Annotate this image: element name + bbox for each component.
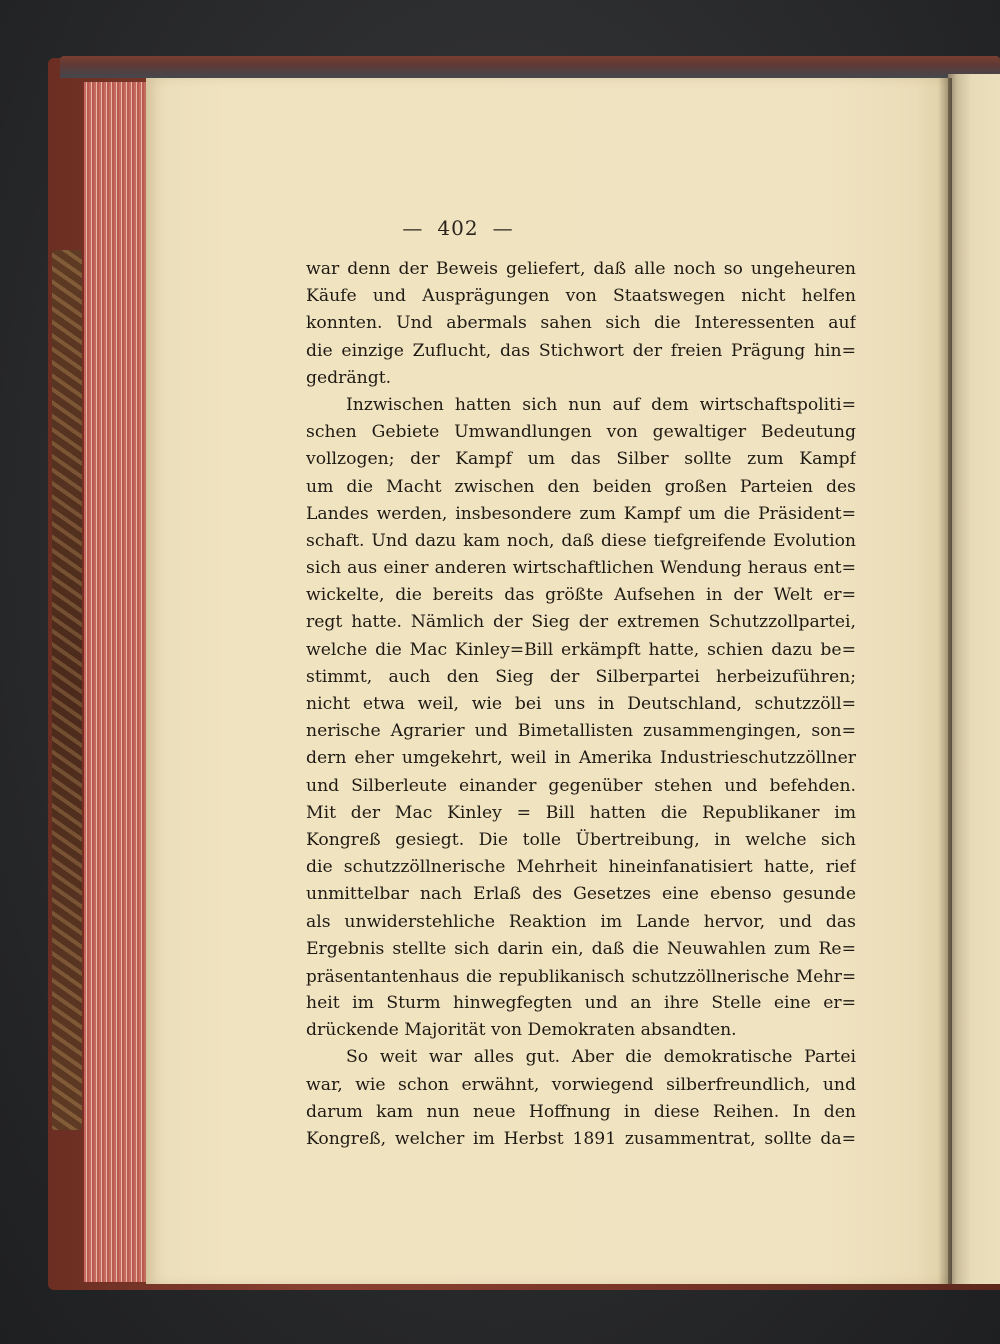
text-line: Inzwischen hatten sich nun auf dem wirtschaftspoliti= xyxy=(346,394,856,415)
text-line: So weit war alles gut. Aber die demokratische Partei xyxy=(346,1047,856,1068)
text-line: schen Gebiete Umwandlungen von gewaltiger Bedeutung xyxy=(306,422,856,443)
text-line: und Silberleute einander gegenüber stehen und befehden. xyxy=(306,775,856,796)
text-line: präsentantenhaus die republikanisch schutzzöllnerische Mehr= xyxy=(306,965,856,986)
text-line: konnten. Und abermals sahen sich die Interessenten auf xyxy=(306,313,856,334)
page-number xyxy=(128,216,788,240)
text-line: Käufe und Ausprägungen von Staatswegen nicht helfen xyxy=(306,286,856,307)
book-top-edge xyxy=(60,56,1000,78)
text-line: als unwiderstehliche Reaktion im Lande hervor, und das xyxy=(306,911,856,932)
text-line: regt hatte. Nämlich der Sieg der extremen Schutzzollpartei, xyxy=(306,612,856,633)
text-line: schaft. Und dazu kam noch, daß diese tiefgreifende Evolution xyxy=(306,530,856,551)
text-line: stimmt, auch den Sieg der Silberpartei herbeizuführen; xyxy=(306,666,856,687)
page-edges xyxy=(82,82,150,1282)
text-line: sich aus einer anderen wirtschaftlichen Wendung heraus ent= xyxy=(306,558,856,579)
text-line: Kongreß gesiegt. Die tolle Übertreibung, in welche sich xyxy=(306,829,856,850)
text-line: welche die Mac Kinley=Bill erkämpft hatte, schien dazu be= xyxy=(306,639,856,660)
text-line: die schutzzöllnerische Mehrheit hineinfanatisiert hatte, rief xyxy=(306,857,856,878)
text-line: Mit der Mac Kinley = Bill hatten die Republikaner im xyxy=(306,802,856,823)
page-number-value: 402 xyxy=(437,216,479,240)
text-line: unmittelbar nach Erlaß des Gesetzes eine ebenso gesunde xyxy=(306,884,856,905)
text-line: Landes werden, insbesondere zum Kampf um die Präsident= xyxy=(306,503,856,524)
text-line: nerische Agrarier und Bimetallisten zusammengingen, son= xyxy=(306,721,856,742)
text-line: nicht etwa weil, wie bei uns in Deutschland, schutzzöll= xyxy=(306,694,856,714)
marbled-endpaper xyxy=(52,250,82,1130)
facing-page xyxy=(948,74,1000,1284)
text-line: darum kam nun neue Hoffnung in diese Reihen. In den xyxy=(306,1101,856,1122)
text-line: dern eher umgekehrt, weil in Amerika Industrieschutzzöllner xyxy=(306,748,856,769)
text-line: Ergebnis stellte sich darin ein, daß die Neuwahlen zum Re= xyxy=(306,938,856,959)
text-line: die einzige Zuflucht, das Stichwort der freien Prägung hin= xyxy=(306,340,856,361)
page-number-dash-left: — xyxy=(402,216,424,240)
text-line: war denn der Beweis geliefert, daß alle noch so ungeheuren xyxy=(306,259,856,279)
text-line: drückende Majorität von Demokraten absandten. xyxy=(306,1020,737,1041)
text-line: vollzogen; der Kampf um das Silber sollte zum Kampf xyxy=(306,449,856,470)
text-line: war, wie schon erwähnt, vorwiegend silberfreundlich, und xyxy=(306,1074,856,1095)
text-line: gedrängt. xyxy=(306,367,392,388)
text-line: um die Macht zwischen den beiden großen Parteien des xyxy=(306,476,856,497)
text-line: heit im Sturm hinwegfegten und an ihre Stelle eine er= xyxy=(306,993,856,1014)
gutter-shadow xyxy=(938,78,952,1284)
page-number-dash-right: — xyxy=(492,216,514,240)
text-line: Kongreß, welcher im Herbst 1891 zusammentrat, sollte da= xyxy=(306,1129,856,1149)
text-line: wickelte, die bereits das größte Aufsehen in der Welt er= xyxy=(306,585,856,606)
body-text xyxy=(306,256,856,1153)
